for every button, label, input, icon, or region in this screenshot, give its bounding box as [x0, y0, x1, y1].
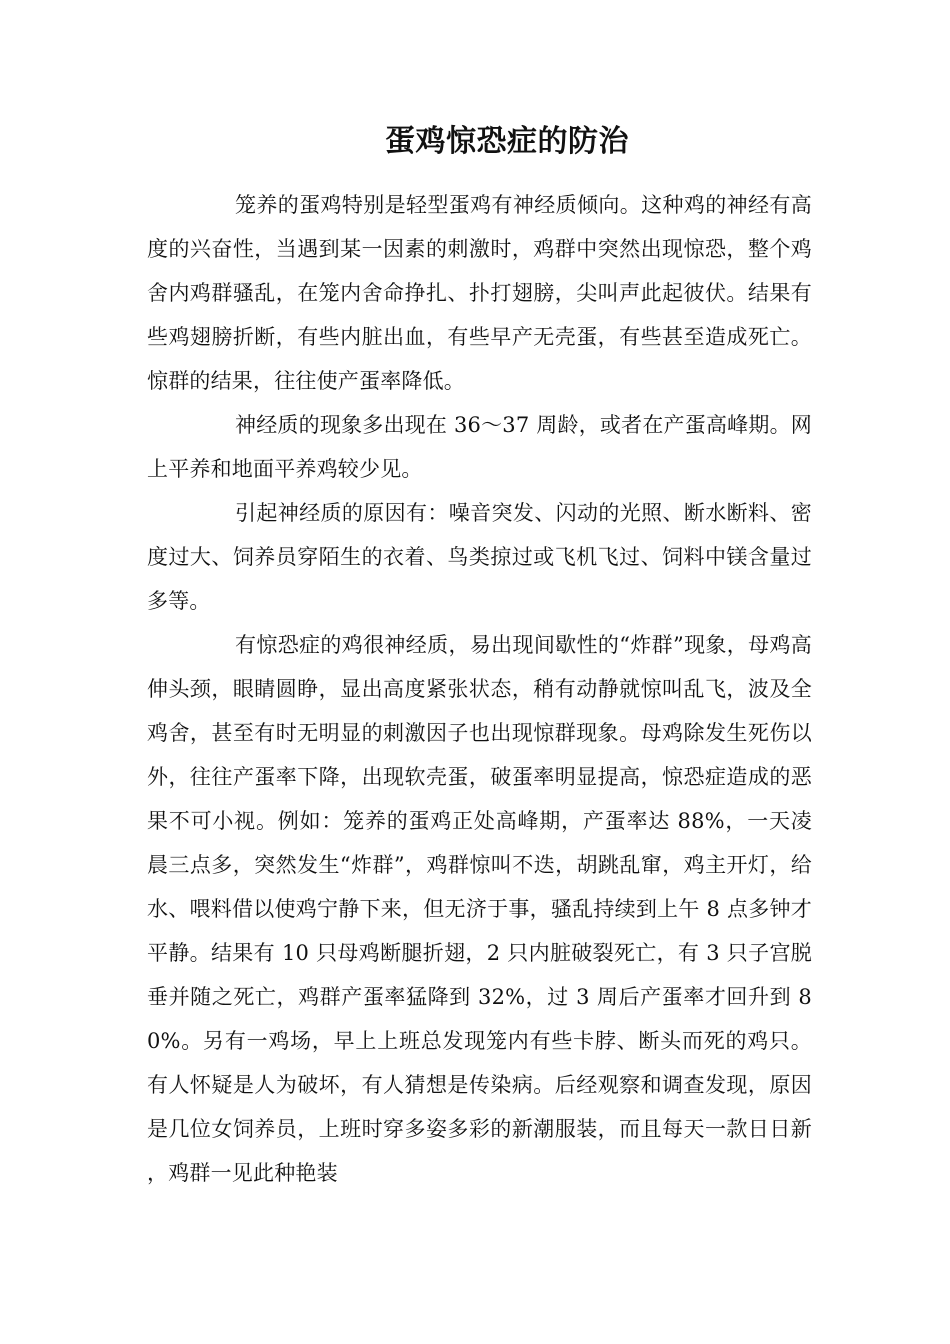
paragraph: 有惊恐症的鸡很神经质，易出现间歇性的“炸群”现象，母鸡高伸头颈，眼睛圆睁，显出高度紧张状态，稍有动静就惊叫乱飞，波及全鸡舍，甚至有时无明显的刺激因子也出现惊群现象。母鸡除发生死伤以外，往往产蛋率下降，出现软壳蛋，破蛋率明显提高，惊恐症造成的恶果不可小视。例如：笼养的蛋鸡正处高峰期，产蛋率达 88%，一天凌晨三点多，突然发生“炸群”，鸡群惊叫不迭，胡跳乱窜，鸡主开灯，给水、喂料借以使鸡宁静下来，但无济于事，骚乱持续到上午 8 点多钟才平静。结果有 10 只母鸡断腿折翅，2 只内脏破裂死亡，有 3 只子宫脱垂并随之死亡，鸡群产蛋率猛降到 32%，过 3 周后产蛋率才回升到 80%。另有一鸡场，早上上班总发现笼内有些卡脖、断头而死的鸡只。有人怀疑是人为破坏，有人猜想是传染病。后经观察和调查发现，原因是几位女饲养员，上班时穿多姿多彩的新潮服装，而且每天一款日日新，鸡群一见此种艳装 — [147, 633, 812, 1185]
paragraph: 笼养的蛋鸡特别是轻型蛋鸡有神经质倾向。这种鸡的神经有高度的兴奋性，当遇到某一因素的刺激时，鸡群中突然出现惊恐，整个鸡舍内鸡群骚乱，在笼内舍命挣扎、扑打翅膀，尖叫声此起彼伏。结果有些鸡翅膀折断，有些内脏出血，有些早产无壳蛋，有些甚至造成死亡。惊群的结果，往往使产蛋率降低。 — [147, 193, 812, 393]
document-body — [147, 183, 812, 1195]
paragraph: 神经质的现象多出现在 36～37 周龄，或者在产蛋高峰期。网上平养和地面平养鸡较少见。 — [147, 413, 812, 481]
paragraph: 引起神经质的原因有：噪音突发、闪动的光照、断水断料、密度过大、饲养员穿陌生的衣着、鸟类掠过或飞机飞过、饲料中镁含量过多等。 — [147, 501, 812, 613]
document-title: 蛋鸡惊恐症的防治 — [385, 124, 629, 159]
